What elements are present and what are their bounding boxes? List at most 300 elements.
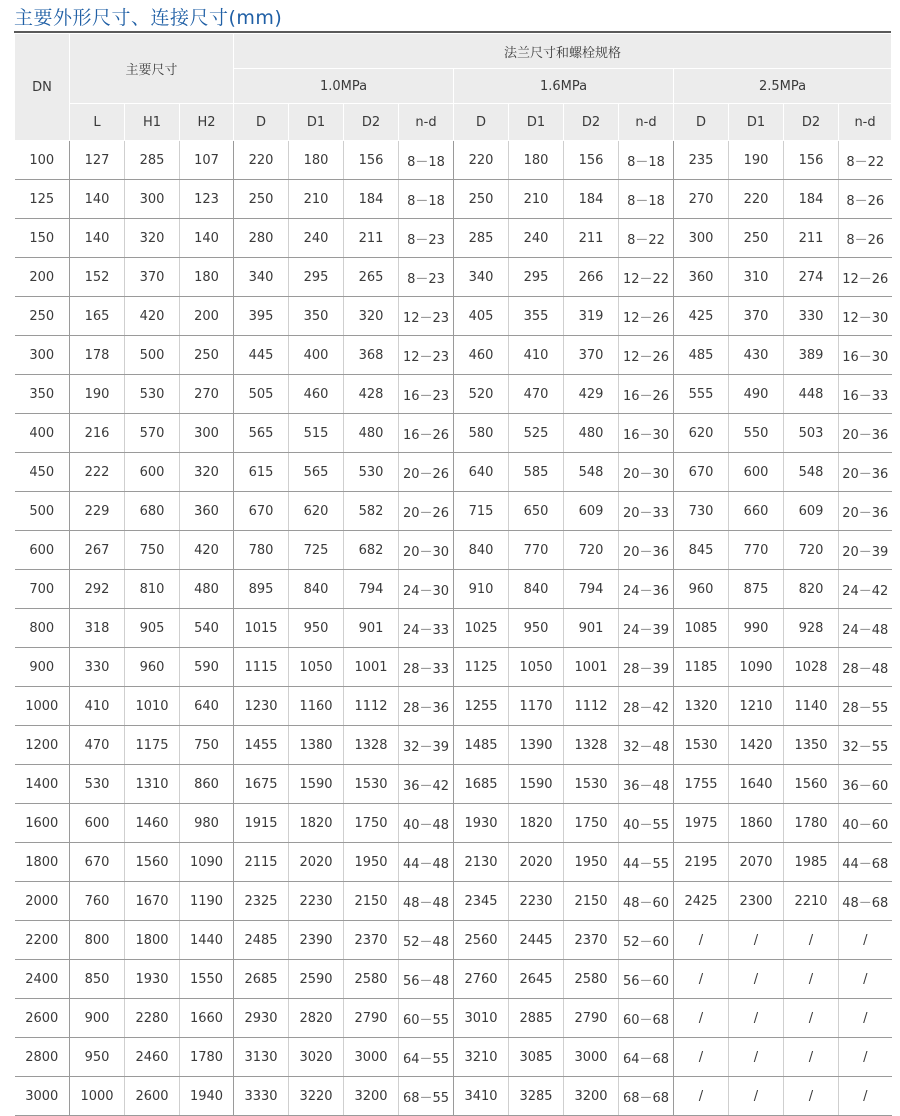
header-col-l: L — [70, 104, 125, 141]
table-cell: 360 — [674, 258, 729, 297]
header-pressure-3: 2.5MPa — [674, 69, 892, 104]
table-cell: 1800 — [125, 921, 180, 960]
table-cell: 220 — [454, 141, 509, 180]
table-cell: 24－30 — [399, 570, 454, 609]
table-cell: 8－18 — [619, 141, 674, 180]
header-col-nd: n-d — [839, 104, 892, 141]
table-cell: 300 — [180, 414, 234, 453]
table-cell: 600 — [125, 453, 180, 492]
table-cell: 395 — [234, 297, 289, 336]
table-cell: 2370 — [564, 921, 619, 960]
table-cell: 240 — [509, 219, 564, 258]
table-cell: 107 — [180, 141, 234, 180]
table-cell: 156 — [564, 141, 619, 180]
header-flange: 法兰尺寸和螺栓规格 — [234, 34, 892, 69]
table-cell: 525 — [509, 414, 564, 453]
table-cell: / — [674, 960, 729, 999]
table-cell: 2425 — [674, 882, 729, 921]
table-cell: 125 — [15, 180, 70, 219]
table-cell: 410 — [70, 687, 125, 726]
header-col-d1: D1 — [729, 104, 784, 141]
table-cell: 1010 — [125, 687, 180, 726]
table-cell: 2485 — [234, 921, 289, 960]
table-cell: 319 — [564, 297, 619, 336]
table-cell: 140 — [70, 219, 125, 258]
table-cell: 1670 — [125, 882, 180, 921]
table-cell: 32－48 — [619, 726, 674, 765]
table-cell: 640 — [454, 453, 509, 492]
table-cell: 1820 — [289, 804, 344, 843]
table-cell: 570 — [125, 414, 180, 453]
table-row — [15, 531, 892, 570]
table-cell: 2150 — [344, 882, 399, 921]
table-cell: / — [729, 999, 784, 1038]
table-row — [15, 843, 892, 882]
table-cell: 1112 — [344, 687, 399, 726]
table-cell: 235 — [674, 141, 729, 180]
table-cell: 3130 — [234, 1038, 289, 1077]
table-cell: 445 — [234, 336, 289, 375]
table-cell: 28－48 — [839, 648, 892, 687]
table-cell: 300 — [15, 336, 70, 375]
table-cell: 1090 — [180, 843, 234, 882]
table-cell: 1390 — [509, 726, 564, 765]
table-cell: 548 — [564, 453, 619, 492]
table-cell: 140 — [180, 219, 234, 258]
header-col-nd: n-d — [399, 104, 454, 141]
table-cell: 905 — [125, 609, 180, 648]
table-cell: 2230 — [289, 882, 344, 921]
table-cell: 3220 — [289, 1077, 344, 1116]
table-cell: 794 — [344, 570, 399, 609]
table-cell: 1112 — [564, 687, 619, 726]
table-cell: 2790 — [344, 999, 399, 1038]
table-cell: 460 — [289, 375, 344, 414]
table-cell: 1950 — [564, 843, 619, 882]
table-cell: 16－30 — [619, 414, 674, 453]
table-cell: 190 — [729, 141, 784, 180]
table-cell: 64－68 — [619, 1038, 674, 1077]
table-cell: 389 — [784, 336, 839, 375]
table-row — [15, 453, 892, 492]
header-main-dims: 主要尺寸 — [70, 34, 234, 104]
table-cell: 240 — [289, 219, 344, 258]
table-cell: 1015 — [234, 609, 289, 648]
table-cell: 48－68 — [839, 882, 892, 921]
table-cell: 1530 — [564, 765, 619, 804]
table-cell: 1860 — [729, 804, 784, 843]
table-cell: 548 — [784, 453, 839, 492]
table-cell: 895 — [234, 570, 289, 609]
table-cell: / — [839, 999, 892, 1038]
table-cell: 210 — [509, 180, 564, 219]
table-cell: 210 — [289, 180, 344, 219]
table-cell: 485 — [674, 336, 729, 375]
table-cell: 8－22 — [619, 219, 674, 258]
table-cell: 1590 — [289, 765, 344, 804]
table-cell: 950 — [70, 1038, 125, 1077]
table-cell: 680 — [125, 492, 180, 531]
table-cell: 730 — [674, 492, 729, 531]
table-cell: 222 — [70, 453, 125, 492]
table-cell: / — [729, 960, 784, 999]
header-col-d: D — [454, 104, 509, 141]
table-cell: / — [729, 921, 784, 960]
table-cell: 2130 — [454, 843, 509, 882]
table-cell: 900 — [15, 648, 70, 687]
table-cell: 900 — [70, 999, 125, 1038]
table-cell: 470 — [509, 375, 564, 414]
table-cell: 1025 — [454, 609, 509, 648]
table-cell: 1001 — [344, 648, 399, 687]
table-cell: 480 — [344, 414, 399, 453]
table-cell: 540 — [180, 609, 234, 648]
table-cell: 300 — [674, 219, 729, 258]
table-cell: 800 — [15, 609, 70, 648]
table-cell: 280 — [234, 219, 289, 258]
table-cell: 1460 — [125, 804, 180, 843]
table-row — [15, 726, 892, 765]
table-row — [15, 414, 892, 453]
table-cell: 615 — [234, 453, 289, 492]
table-cell: 1915 — [234, 804, 289, 843]
table-cell: 1175 — [125, 726, 180, 765]
table-cell: 810 — [125, 570, 180, 609]
table-cell: 250 — [729, 219, 784, 258]
table-cell: 2800 — [15, 1038, 70, 1077]
table-cell: 1115 — [234, 648, 289, 687]
table-cell: 270 — [180, 375, 234, 414]
table-cell: 960 — [674, 570, 729, 609]
table-cell: 1170 — [509, 687, 564, 726]
table-cell: 1930 — [454, 804, 509, 843]
table-cell: 220 — [234, 141, 289, 180]
table-cell: 1230 — [234, 687, 289, 726]
table-cell: 266 — [564, 258, 619, 297]
table-cell: 12－30 — [839, 297, 892, 336]
table-cell: 16－33 — [839, 375, 892, 414]
table-cell: 1085 — [674, 609, 729, 648]
table-cell: 2070 — [729, 843, 784, 882]
table-cell: 250 — [454, 180, 509, 219]
table-cell: 1380 — [289, 726, 344, 765]
table-cell: 265 — [344, 258, 399, 297]
table-cell: 16－30 — [839, 336, 892, 375]
table-cell: 450 — [15, 453, 70, 492]
table-cell: 500 — [125, 336, 180, 375]
table-cell: 1050 — [289, 648, 344, 687]
table-row — [15, 297, 892, 336]
table-cell: / — [674, 1038, 729, 1077]
table-cell: 750 — [180, 726, 234, 765]
table-cell: 590 — [180, 648, 234, 687]
table-cell: 670 — [234, 492, 289, 531]
table-cell: 2580 — [344, 960, 399, 999]
table-row — [15, 1038, 892, 1077]
table-cell: / — [839, 960, 892, 999]
table-cell: 1160 — [289, 687, 344, 726]
table-cell: 460 — [454, 336, 509, 375]
header-col-h1: H1 — [125, 104, 180, 141]
table-cell: 1328 — [564, 726, 619, 765]
table-cell: 32－55 — [839, 726, 892, 765]
table-cell: 530 — [125, 375, 180, 414]
table-cell: 40－55 — [619, 804, 674, 843]
header-col-d2: D2 — [784, 104, 839, 141]
table-cell: 3330 — [234, 1077, 289, 1116]
table-row — [15, 999, 892, 1038]
table-cell: 2885 — [509, 999, 564, 1038]
table-cell: 725 — [289, 531, 344, 570]
table-cell: 211 — [344, 219, 399, 258]
table-cell: 16－26 — [399, 414, 454, 453]
table-cell: 850 — [70, 960, 125, 999]
table-cell: 2390 — [289, 921, 344, 960]
table-row — [15, 219, 892, 258]
table-cell: 1485 — [454, 726, 509, 765]
table-cell: 64－55 — [399, 1038, 454, 1077]
table-cell: 44－48 — [399, 843, 454, 882]
table-row — [15, 180, 892, 219]
table-cell: 2300 — [729, 882, 784, 921]
table-cell: 3085 — [509, 1038, 564, 1077]
table-cell: 490 — [729, 375, 784, 414]
table-cell: 28－33 — [399, 648, 454, 687]
table-cell: 123 — [180, 180, 234, 219]
table-cell: 425 — [674, 297, 729, 336]
table-cell: 1820 — [509, 804, 564, 843]
table-cell: 36－48 — [619, 765, 674, 804]
header-col-d2: D2 — [344, 104, 399, 141]
table-cell: 1660 — [180, 999, 234, 1038]
table-row — [15, 141, 892, 180]
table-cell: 2790 — [564, 999, 619, 1038]
table-cell: 1140 — [784, 687, 839, 726]
table-cell: 2645 — [509, 960, 564, 999]
table-cell: 330 — [784, 297, 839, 336]
table-cell: 980 — [180, 804, 234, 843]
table-cell: 310 — [729, 258, 784, 297]
table-cell: 875 — [729, 570, 784, 609]
table-cell: 165 — [70, 297, 125, 336]
table-cell: 60－68 — [619, 999, 674, 1038]
table-cell: 1940 — [180, 1077, 234, 1116]
table-cell: 1930 — [125, 960, 180, 999]
table-cell: 1560 — [784, 765, 839, 804]
table-cell: 36－42 — [399, 765, 454, 804]
table-cell: 1328 — [344, 726, 399, 765]
table-cell: 330 — [70, 648, 125, 687]
table-cell: 1780 — [180, 1038, 234, 1077]
table-cell: 1028 — [784, 648, 839, 687]
table-cell: 20－33 — [619, 492, 674, 531]
table-cell: 28－39 — [619, 648, 674, 687]
table-cell: 1675 — [234, 765, 289, 804]
table-cell: 20－26 — [399, 453, 454, 492]
table-cell: 12－26 — [619, 297, 674, 336]
table-cell: / — [674, 1077, 729, 1116]
table-cell: 480 — [180, 570, 234, 609]
table-cell: 3000 — [15, 1077, 70, 1116]
table-cell: 320 — [180, 453, 234, 492]
table-cell: 1985 — [784, 843, 839, 882]
table-cell: 216 — [70, 414, 125, 453]
table-cell: 8－26 — [839, 219, 892, 258]
table-cell: 8－18 — [399, 180, 454, 219]
table-cell: 2400 — [15, 960, 70, 999]
table-cell: 3000 — [564, 1038, 619, 1077]
table-cell: 901 — [344, 609, 399, 648]
table-row — [15, 882, 892, 921]
table-cell: 600 — [70, 804, 125, 843]
table-cell: 530 — [70, 765, 125, 804]
table-cell: / — [784, 1077, 839, 1116]
table-row — [15, 804, 892, 843]
table-cell: 960 — [125, 648, 180, 687]
table-cell: 1185 — [674, 648, 729, 687]
table-cell: 40－48 — [399, 804, 454, 843]
table-cell: 28－36 — [399, 687, 454, 726]
table-cell: 1530 — [344, 765, 399, 804]
table-cell: 600 — [729, 453, 784, 492]
table-cell: 1320 — [674, 687, 729, 726]
table-cell: 24－42 — [839, 570, 892, 609]
table-cell: 8－18 — [619, 180, 674, 219]
table-cell: 1050 — [509, 648, 564, 687]
header-dn: DN — [15, 34, 70, 141]
table-cell: 1210 — [729, 687, 784, 726]
table-cell: 40－60 — [839, 804, 892, 843]
table-cell: 950 — [509, 609, 564, 648]
table-cell: 318 — [70, 609, 125, 648]
table-cell: 36－60 — [839, 765, 892, 804]
table-cell: 295 — [509, 258, 564, 297]
table-row — [15, 648, 892, 687]
table-cell: 12－26 — [839, 258, 892, 297]
table-cell: 400 — [15, 414, 70, 453]
table-cell: 180 — [509, 141, 564, 180]
table-cell: 28－55 — [839, 687, 892, 726]
table-cell: 8－18 — [399, 141, 454, 180]
table-cell: 950 — [289, 609, 344, 648]
table-cell: 720 — [564, 531, 619, 570]
table-cell: 340 — [234, 258, 289, 297]
header-col-h2: H2 — [180, 104, 234, 141]
table-cell: 2230 — [509, 882, 564, 921]
table-row — [15, 492, 892, 531]
table-cell: 928 — [784, 609, 839, 648]
table-cell: 20－36 — [839, 492, 892, 531]
table-cell: 585 — [509, 453, 564, 492]
table-cell: 1640 — [729, 765, 784, 804]
table-cell: 3410 — [454, 1077, 509, 1116]
table-cell: 901 — [564, 609, 619, 648]
table-cell: 270 — [674, 180, 729, 219]
table-cell: 500 — [15, 492, 70, 531]
table-cell: 44－68 — [839, 843, 892, 882]
table-cell: 184 — [564, 180, 619, 219]
table-cell: 600 — [15, 531, 70, 570]
table-cell: / — [674, 921, 729, 960]
table-cell: 565 — [289, 453, 344, 492]
table-cell: 3000 — [344, 1038, 399, 1077]
table-cell: 2590 — [289, 960, 344, 999]
table-cell: 16－26 — [619, 375, 674, 414]
table-cell: 990 — [729, 609, 784, 648]
table-cell: 530 — [344, 453, 399, 492]
table-cell: 285 — [125, 141, 180, 180]
table-cell: 1400 — [15, 765, 70, 804]
table-cell: 127 — [70, 141, 125, 180]
table-cell: 515 — [289, 414, 344, 453]
table-cell: 44－55 — [619, 843, 674, 882]
table-cell: 360 — [180, 492, 234, 531]
table-cell: 156 — [344, 141, 399, 180]
table-cell: 550 — [729, 414, 784, 453]
table-cell: 1255 — [454, 687, 509, 726]
table-cell: 1975 — [674, 804, 729, 843]
table-cell: 2600 — [15, 999, 70, 1038]
header-pressure-2: 1.6MPa — [454, 69, 674, 104]
table-cell: 24－33 — [399, 609, 454, 648]
table-cell: 682 — [344, 531, 399, 570]
table-row — [15, 1077, 892, 1116]
table-cell: 178 — [70, 336, 125, 375]
table-row — [15, 609, 892, 648]
table-cell: 1125 — [454, 648, 509, 687]
table-cell: 520 — [454, 375, 509, 414]
table-cell: 2020 — [289, 843, 344, 882]
table-cell: 300 — [125, 180, 180, 219]
table-cell: 1420 — [729, 726, 784, 765]
table-cell: 505 — [234, 375, 289, 414]
table-cell: 229 — [70, 492, 125, 531]
table-cell: 150 — [15, 219, 70, 258]
table-body — [15, 141, 892, 1116]
table-cell: / — [839, 1038, 892, 1077]
table-cell: 2560 — [454, 921, 509, 960]
table-row — [15, 570, 892, 609]
table-cell: 609 — [784, 492, 839, 531]
table-cell: 350 — [289, 297, 344, 336]
table-cell: 320 — [344, 297, 399, 336]
table-cell: 24－48 — [839, 609, 892, 648]
table-cell: 267 — [70, 531, 125, 570]
table-cell: 2460 — [125, 1038, 180, 1077]
table-cell: 609 — [564, 492, 619, 531]
table-cell: 295 — [289, 258, 344, 297]
table-cell: / — [729, 1077, 784, 1116]
table-cell: 220 — [729, 180, 784, 219]
table-cell: 770 — [729, 531, 784, 570]
table-cell: 2760 — [454, 960, 509, 999]
table-cell: 2445 — [509, 921, 564, 960]
table-cell: 1755 — [674, 765, 729, 804]
table-cell: 1310 — [125, 765, 180, 804]
table-cell: 156 — [784, 141, 839, 180]
table-cell: 3200 — [564, 1077, 619, 1116]
table-cell: 20－26 — [399, 492, 454, 531]
table-cell: 2930 — [234, 999, 289, 1038]
table-cell: 1560 — [125, 843, 180, 882]
table-cell: 1530 — [674, 726, 729, 765]
table-cell: 794 — [564, 570, 619, 609]
table-cell: 420 — [125, 297, 180, 336]
table-cell: / — [839, 921, 892, 960]
table-cell: 750 — [125, 531, 180, 570]
table-cell: 640 — [180, 687, 234, 726]
table-cell: 580 — [454, 414, 509, 453]
